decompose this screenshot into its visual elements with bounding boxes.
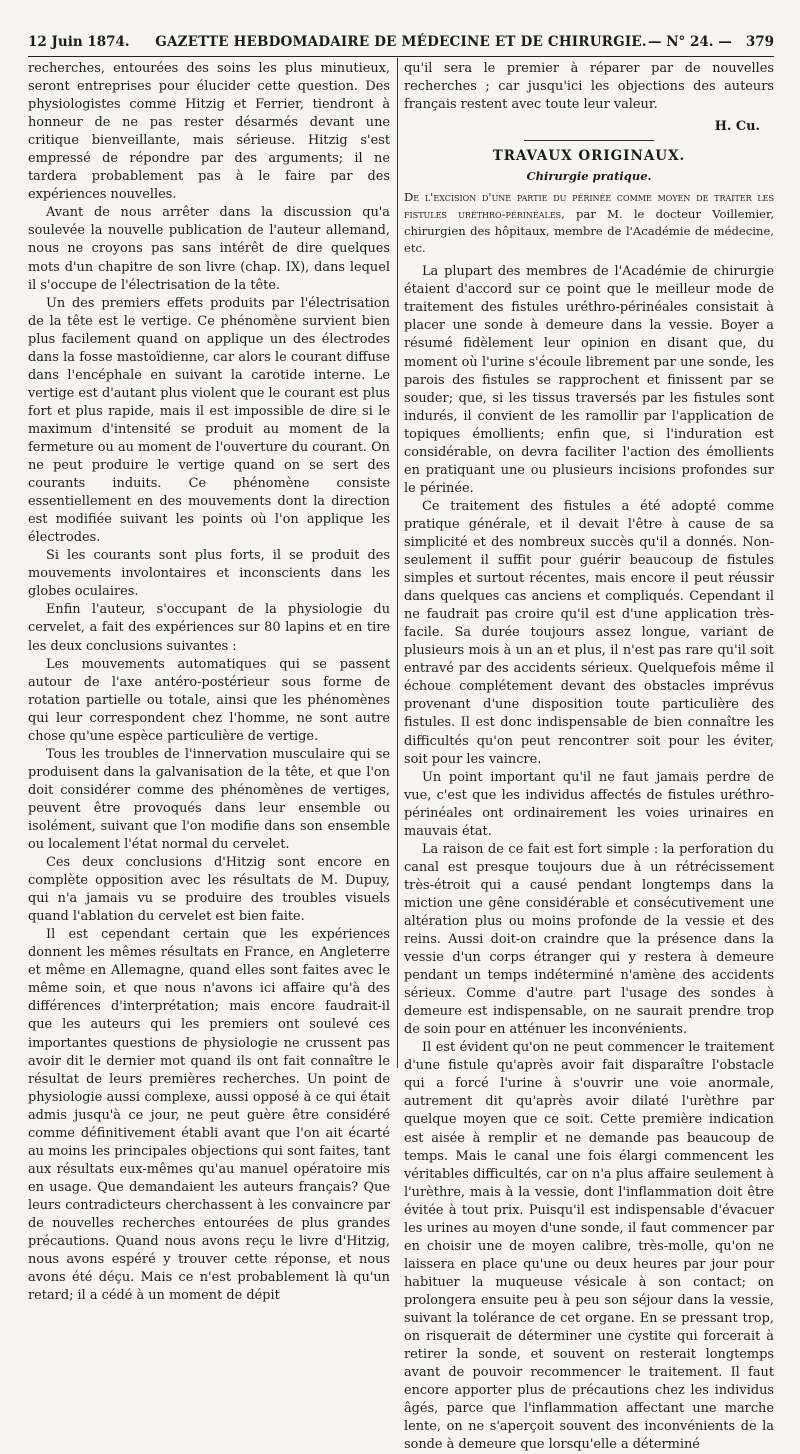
paragraph: Ces deux conclusions d'Hitzig sont encore en complète opposition avec les résultats de M. Dupuy, qui n'a jamais vu se produire des troubles visuels quand l'ablation du cervelet est bien faite. [28, 855, 390, 925]
paragraph: Tous les troubles de l'innervation musculaire qui se produisent dans la galvanisation de la tête, et que l'on doit considérer comme des phénomènes de vertiges, peuvent être provoqués dans leur ensemble ou isolément, suivant que l'on modifie dans son ensemble ou localement l'état normal du cervelet. [28, 746, 390, 853]
issue-and-page [648, 34, 774, 50]
section-subtitle: Chirurgie pratique. [526, 169, 652, 184]
paragraph: Un des premiers effets produits par l'électrisation de la tête est le vertige. Ce phénomène survient bien plus facilement quand on applique un des électrodes dans la fosse mastoïdienne, car alors le courant diffuse dans l'encéphale en suivant la carotide interne. Le vertige est d'autant plus violent que le courant est plus fort et plus rapide, mais il est impossible de dire si le maximum d'intensité se produit au moment de la fermeture ou au moment de l'ouverture du courant. On ne peut produire le vertige quand on se sert des courants induits. Ce phénomène consiste essentiellement en des mouvements dont la direction est modifiée suivant les points où l'on applique les électrodes. [28, 295, 390, 546]
right-column [404, 60, 774, 1454]
article-title-author: par M. le docteur Voillemier, chirurgien des hôpitaux, membre de l'Académie de médecine, etc. [404, 207, 774, 256]
issue-number: — N° 24. — [648, 34, 732, 50]
column-divider [397, 58, 398, 1068]
author-signature: H. Cu. [714, 119, 760, 135]
paragraph: La raison de ce fait est fort simple : la perforation du canal est presque toujours due à un rétrécissement très-étroit qui a causé pendant longtemps dans la miction une gêne considérable et consécutivement une altération plus ou moins profonde de la vessie et des reins. Aussi doit-on craindre que la présence dans la vessie d'un corps étranger qui y restera à demeure pendant un temps indéterminé n'amène des accidents sérieux. Comme d'autre part l'usage des sondes à demeure est indispensable, on ne saurait prendre trop de soin pour en atténuer les inconvénients. [404, 841, 774, 1038]
page-number: 379 [745, 34, 774, 50]
paragraph: Il est évident qu'on ne peut commencer le traitement d'une fistule qu'après avoir fait disparaître l'obstacle qui a forcé l'urine à s'ouvrir une voie anormale, autrement dit qu'après avoir dilaté l'urèthre par quelque moyen que ce soit. Cette première indication est aisée à remplir et ne demande pas beaucoup de temps. Mais le canal une fois élargi commencent les véritables difficultés, car on n'a plus affaire seulement à l'urèthre, mais à la vessie, dont l'inflammation doit être évitée à tout prix. Puisqu'il est indispensable d'évacuer les urines au moyen d'une sonde, il faut commencer par en choisir une de moyen calibre, très-molle, qu'on ne laissera en place qu'une ou deux heures par jour pour habituer la muqueuse vésicale à son contact; on prolongera ensuite peu à peu son séjour dans la vessie, suivant la tolérance de cet organe. En se pressant trop, on risquerait de déterminer une cystite qui forcerait à retirer la sonde, et souvent on resterait longtemps avant de pouvoir recommencer le traitement. Il faut encore apporter plus de précautions chez les individus âgés, parce que l'inflammation affectant une marche lente, on ne s'aperçoit souvent des inconvénients de la sonde à demeure que lorsqu'elle a déterminé [404, 1040, 774, 1453]
paragraph: Avant de nous arrêter dans la discussion qu'a soulevée la nouvelle publication de l'auteur allemand, nous ne croyons pas sans intérêt de dire quelques mots d'un chapitre de son livre (chap. IX), dans lequel il s'occupe de l'électrisation de la tête. [28, 205, 390, 293]
section-rule [524, 140, 654, 141]
article-title-lead: De l'excision d'une partie du périnée comme moyen de traiter les fistules uréthro-périnéales, [404, 190, 774, 222]
paragraph: qu'il sera le premier à réparer par de nouvelles recherches ; car jusqu'ici les objections des auteurs français restent avec toute leur valeur. [404, 61, 774, 113]
paragraph: La plupart des membres de l'Académie de chirurgie étaient d'accord sur ce point que le meilleur mode de traitement des fistules uréthro-périnéales consistait à placer une sonde à demeure dans la vessie. Boyer a résumé fidèlement leur opinion en disant que, du moment où l'urine s'écoule librement par une sonde, les parois des fistules se rapprochent et finissent par se souder; que, si les tissus traversés par les fistules sont indurés, il convient de les ramollir par l'application de topiques émollients; enfin que, si l'induration est considérable, on devra faciliter l'action des émollients en pratiquant une ou plusieurs incisions profondes sur le périnée. [404, 264, 774, 496]
article-title [404, 189, 774, 257]
journal-title: GAZETTE HEBDOMADAIRE DE MÉDECINE ET DE CHIRURGIE. [155, 34, 647, 50]
section-title: TRAVAUX ORIGINAUX. [492, 148, 686, 165]
paragraph: Si les courants sont plus forts, il se produit des mouvements involontaires et inconscients dans les globes oculaires. [28, 548, 390, 600]
paragraph: Les mouvements automatiques qui se passent autour de l'axe antéro-postérieur sous forme de rotation partielle ou totale, ainsi que les phénomènes qui leur correspondent chez l'homme, ne sont autre chose qu'une espèce particulière de vertige. [28, 656, 390, 744]
paragraph: recherches, entourées des soins les plus minutieux, seront entreprises pour élucider cette question. Des physiologistes comme Hitzig et Ferrier, tiendront à honneur de ne pas rester désarmés devant une critique bienveillante, mais sérieuse. Hitzig s'est empressé de répondre par des arguments; il ne tardera probablement pas à le faire par des expériences nouvelles. [28, 61, 390, 203]
paragraph: Enfin l'auteur, s'occupant de la physiologie du cervelet, a fait des expériences sur 80 lapins et en tire les deux conclusions suivantes : [28, 602, 390, 654]
running-header [28, 34, 774, 57]
paragraph: Un point important qu'il ne faut jamais perdre de vue, c'est que les individus affectés de fistules uréthro-périnéales ont ordinairement les voies urinaires en mauvais état. [404, 769, 774, 839]
paragraph: Ce traitement des fistules a été adopté comme pratique générale, et il devait l'être à cause de sa simplicité et des nombreux succès qu'il a donnés. Non-seulement il suffit pour guérir beaucoup de fistules simples et surtout récentes, mais encore il peut réussir dans quelques cas anciens et compliqués. Cependant il ne faudrait pas croire qu'il est d'une application très-facile. Sa durée toujours assez longue, variant de plusieurs mois à un an et plus, il n'est pas rare qu'il soit entravé par des accidents sérieux. Quelquefois même il échoue complétement devant des obstacles imprévus provenant d'une disposition toute particulière des fistules. Il est donc indispensable de bien connaître les difficultés qu'on peut rencontrer soit pour les éviter, soit pour les vaincre. [404, 498, 774, 767]
paragraph: Il est cependant certain que les expériences donnent les mêmes résultats en France, en Angleterre et même en Allemagne, quand elles sont faites avec le même soin, et que nous n'avons ici affaire qu'à des différences d'interprétation; mais encore faudrait-il que les auteurs qui les premiers ont soulevé ces importantes questions de physiologie ne crussent pas avoir dit le dernier mot quand ils ont fait connaître le résultat de leurs premières recherches. Un point de physiologie aussi complexe, aussi opposé à ce qui était admis jusqu'à ce jour, ne peut guère être considéré comme définitivement établi avant que l'on ait écarté au moins les principales objections qui sont faites, tant aux résultats eux-mêmes qu'au manuel opératoire mis en usage. Que demandaient les auteurs français? Que leurs contradicteurs cherchassent à les convaincre par de nouvelles recherches entourées de plus grandes précautions. Quand nous avons reçu le livre d'Hitzig, nous avons espéré y trouver cette réponse, et nous avons été déçu. Mais ce n'est probablement là qu'un retard; il a cédé à un moment de dépit [28, 927, 390, 1304]
left-column [28, 60, 390, 1305]
issue-date: 12 Juin 1874. [28, 34, 130, 50]
